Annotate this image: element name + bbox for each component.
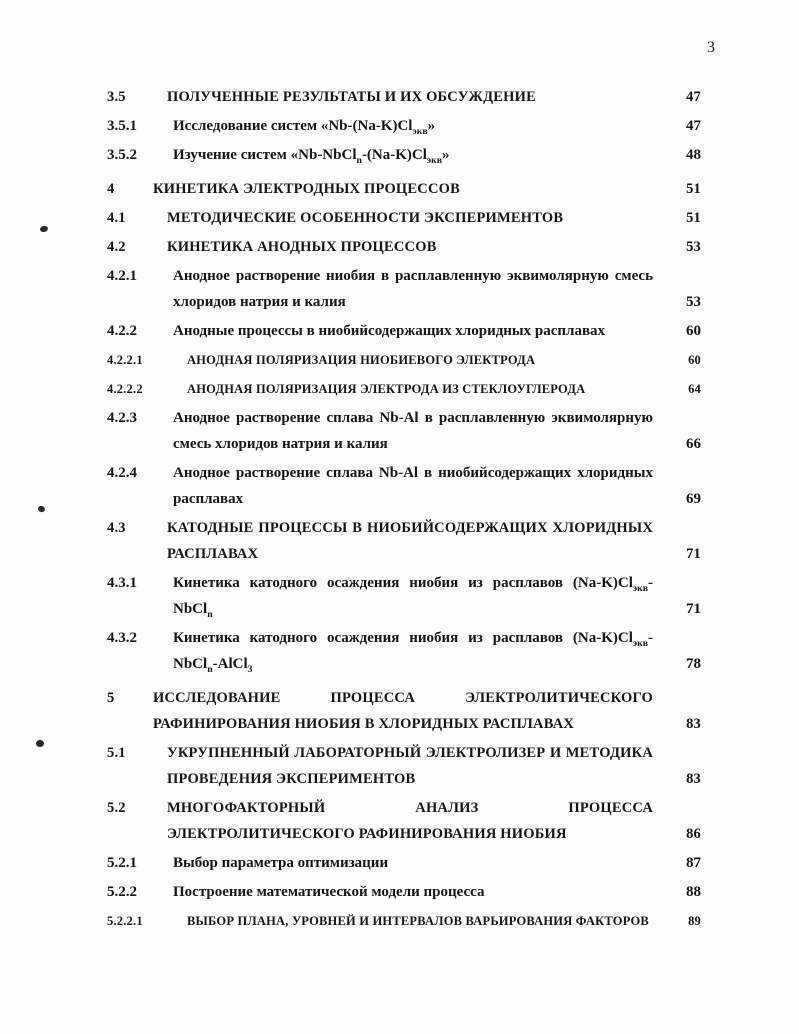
toc-entry-number: 4.2.2.1 (107, 353, 143, 367)
toc-entry (107, 263, 701, 315)
toc-entry-number: 4.3 (107, 520, 126, 536)
toc-entry-title: Исследование систем «$Nb-(Na-K)Cl_{экв}$» (173, 118, 436, 137)
toc-entry (107, 879, 701, 905)
toc-entry (107, 850, 701, 876)
scan-ink-mark (39, 225, 48, 233)
toc-entry-page: 66 (686, 436, 701, 452)
toc-entry (107, 570, 701, 622)
toc-entry-number: 5.2.2.1 (107, 914, 143, 928)
toc-entry-number: 5.2.2 (107, 884, 137, 900)
toc-entry-page: 86 (686, 826, 701, 842)
toc-entry-number: 4.2.2.2 (107, 382, 143, 396)
toc-entry-number: 4.2.1 (107, 268, 137, 284)
toc-entry-page: 87 (686, 855, 701, 871)
toc-entry (107, 908, 701, 934)
toc-entry (107, 740, 701, 792)
toc-entry (107, 84, 701, 110)
toc-entry-title: Выбор параметра оптимизации (173, 855, 389, 871)
toc-entry-title: Анодное растворение ниобия в расплавленную эквимолярную смесь хлоридов натрия и калия (173, 268, 653, 310)
toc-entry-page: 48 (686, 147, 701, 163)
toc-entry-page: 51 (686, 181, 701, 197)
toc-entry-page: 71 (686, 546, 701, 562)
toc-entry-title: Анодное растворение сплава Nb-Al в ниобийсодержащих хлоридных расплавах (173, 465, 653, 507)
toc-entry-page: 71 (686, 601, 701, 617)
toc-entry-title: ВЫБОР ПЛАНА, УРОВНЕЙ И ИНТЕРВАЛОВ ВАРЬИРОВАНИЯ ФАКТОРОВ (187, 914, 649, 928)
toc-entry-page: 69 (686, 491, 701, 507)
toc-entry-number: 4.1 (107, 210, 126, 226)
toc-entry-number: 3.5.1 (107, 118, 137, 134)
toc-entry (107, 795, 701, 847)
toc-entry-page: 88 (686, 884, 701, 900)
toc-entry-title: Изучение систем «$Nb-NbCl_n-(Na-K)Cl_{экв}$» (173, 147, 450, 166)
toc-entry-page: 78 (686, 656, 701, 672)
toc-entry (107, 142, 701, 168)
table-of-contents (107, 84, 701, 937)
toc-entry-title: АНОДНАЯ ПОЛЯРИЗАЦИЯ НИОБИЕВОГО ЭЛЕКТРОДА (187, 353, 536, 367)
page-number: 3 (707, 39, 715, 56)
toc-entry-page: 83 (686, 771, 701, 787)
toc-entry-title: МЕТОДИЧЕСКИЕ ОСОБЕННОСТИ ЭКСПЕРИМЕНТОВ (167, 210, 564, 226)
toc-entry-title: Построение математической модели процесса (173, 884, 485, 900)
toc-entry-page: 60 (686, 323, 701, 339)
toc-entry-page: 51 (686, 210, 701, 226)
toc-entry-number: 4.3.2 (107, 630, 137, 646)
toc-entry (107, 176, 701, 202)
scan-ink-mark (36, 740, 44, 747)
toc-entry (107, 625, 701, 677)
toc-entry-title: КИНЕТИКА АНОДНЫХ ПРОЦЕССОВ (167, 239, 437, 255)
toc-entry-number: 4.2.2 (107, 323, 137, 339)
toc-entry-title: Анодные процессы в ниобийсодержащих хлоридных расплавах (173, 323, 606, 339)
toc-entry (107, 347, 701, 373)
toc-entry-title: Анодное растворение сплава Nb-Al в расплавленную эквимолярную смесь хлоридов натрия и калия (173, 410, 653, 452)
toc-entry-page: 60 (688, 353, 701, 367)
toc-entry-title: Кинетика катодного осаждения ниобия из расплавов $(Na-K)Cl_{экв}-NbCl_n$ (173, 575, 653, 620)
toc-entry-title: АНОДНАЯ ПОЛЯРИЗАЦИЯ ЭЛЕКТРОДА ИЗ СТЕКЛОУГЛЕРОДА (187, 382, 586, 396)
toc-entry-title: ПОЛУЧЕННЫЕ РЕЗУЛЬТАТЫ И ИХ ОБСУЖДЕНИЕ (167, 89, 536, 105)
toc-entry (107, 376, 701, 402)
toc-entry-number: 5.2.1 (107, 855, 137, 871)
toc-entry-number: 3.5.2 (107, 147, 137, 163)
toc-entry (107, 405, 701, 457)
toc-entry-title: Кинетика катодного осаждения ниобия из расплавов $(Na-K)Cl_{экв}-NbCl_n-AlCl_3$ (173, 630, 653, 675)
toc-entry-page: 47 (686, 118, 701, 134)
toc-entry-number: 4.2.4 (107, 465, 137, 481)
toc-entry-page: 53 (686, 294, 701, 310)
toc-entry-number: 4 (107, 181, 115, 197)
toc-entry (107, 318, 701, 344)
toc-entry-page: 83 (686, 716, 701, 732)
toc-entry-number: 3.5 (107, 89, 126, 105)
toc-entry-number: 4.3.1 (107, 575, 137, 591)
toc-entry (107, 234, 701, 260)
toc-entry (107, 460, 701, 512)
scan-ink-mark (37, 505, 46, 513)
toc-entry-number: 4.2.3 (107, 410, 137, 426)
toc-entry (107, 205, 701, 231)
toc-entry-page: 53 (686, 239, 701, 255)
toc-entry-title: КИНЕТИКА ЭЛЕКТРОДНЫХ ПРОЦЕССОВ (153, 181, 460, 197)
toc-entry-title: КАТОДНЫЕ ПРОЦЕССЫ В НИОБИЙСОДЕРЖАЩИХ ХЛОРИДНЫХ РАСПЛАВАХ (167, 520, 653, 562)
toc-entry-number: 5 (107, 690, 115, 706)
toc-entry-page: 64 (688, 382, 701, 396)
toc-entry (107, 685, 701, 737)
toc-entry (107, 515, 701, 567)
toc-entry-title: ИССЛЕДОВАНИЕ ПРОЦЕССА ЭЛЕКТРОЛИТИЧЕСКОГО РАФИНИРОВАНИЯ НИОБИЯ В ХЛОРИДНЫХ РАСПЛАВАХ (153, 690, 653, 732)
toc-entry-title: МНОГОФАКТОРНЫЙ АНАЛИЗ ПРОЦЕССА ЭЛЕКТРОЛИТИЧЕСКОГО РАФИНИРОВАНИЯ НИОБИЯ (167, 800, 653, 842)
toc-entry-page: 89 (688, 914, 701, 928)
toc-entry-page: 47 (686, 89, 701, 105)
toc-entry-number: 5.2 (107, 800, 126, 816)
toc-entry-title: УКРУПНЕННЫЙ ЛАБОРАТОРНЫЙ ЭЛЕКТРОЛИЗЕР И МЕТОДИКА ПРОВЕДЕНИЯ ЭКСПЕРИМЕНТОВ (167, 745, 653, 787)
toc-entry (107, 113, 701, 139)
toc-entry-number: 4.2 (107, 239, 126, 255)
toc-entry-number: 5.1 (107, 745, 126, 761)
